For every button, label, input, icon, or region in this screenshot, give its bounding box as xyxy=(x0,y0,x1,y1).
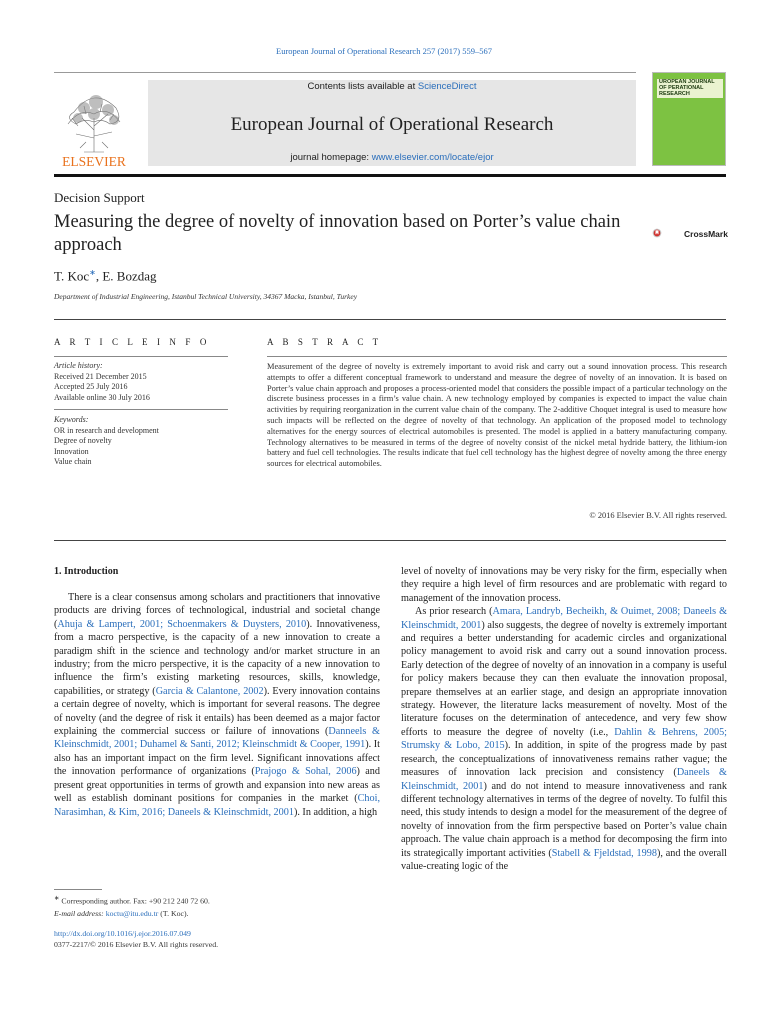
citation-link[interactable]: Stabell & Fjeldstad, 1998 xyxy=(551,847,657,859)
sciencedirect-link[interactable]: ScienceDirect xyxy=(417,81,477,92)
citation-link[interactable]: Ahuja & Lampert, 2001; Schoenmakers & Duysters, 2010 xyxy=(57,618,307,630)
citation-link[interactable]: Garcia & Calantone, 2002 xyxy=(155,685,264,697)
history-accepted: Accepted 25 July 2016 xyxy=(54,382,128,392)
intro-paragraph-1 xyxy=(54,591,380,819)
keyword-item: Innovation xyxy=(54,446,89,456)
paragraph-text: ). It also has an important impact on the firm level. Significant innovations affect the innovation performance of organizations ( xyxy=(54,739,380,778)
article-info-top-rule xyxy=(54,319,726,320)
elsevier-logo xyxy=(54,78,134,168)
footnote-marker: ∗ xyxy=(54,895,60,902)
journal-citation[interactable]: European Journal of Operational Research 257 (2017) 559–567 xyxy=(276,46,492,56)
cover-title: UROPEAN JOURNAL OF PERATIONAL RESEARCH xyxy=(657,79,723,98)
citation-link[interactable]: Daneels & Kleinschmidt, 2001 xyxy=(401,767,727,792)
intro-paragraph-2 xyxy=(401,605,727,873)
abstract-heading: A B S T R A C T xyxy=(267,337,382,347)
footnote xyxy=(54,893,380,920)
citation-link[interactable]: Prajogo & Sohal, 2006 xyxy=(254,766,357,778)
homepage-link[interactable]: www.elsevier.com/locate/ejor xyxy=(371,152,494,163)
author-koc[interactable]: T. Koc xyxy=(54,268,90,284)
paragraph-text: ) and do not intend to measure innovativeness and rank different technology alternatives in terms of the degree of novelty. To fulfil this need, this study intends to design a model for the measurement of the degree of novelty of innovation from the firm perspective based on Porter’s value chain approach. The value chain approach is a method for decomposing the firm into its strategically important activities ( xyxy=(401,780,727,859)
contents-prefix: Contents lists available at xyxy=(307,81,418,92)
abstract-divider xyxy=(267,356,727,357)
email-suffix: (T. Koc). xyxy=(158,908,189,918)
article-info-divider xyxy=(54,356,228,357)
corresponding-author-marker[interactable]: ∗ xyxy=(89,268,96,277)
intro-left-column xyxy=(54,591,380,819)
paragraph-text: ). In addition, a high xyxy=(293,806,378,818)
history-online: Available online 30 July 2016 xyxy=(54,392,150,402)
author-bozdag[interactable]: , E. Bozdag xyxy=(95,268,157,284)
journal-cover-thumbnail[interactable] xyxy=(652,72,726,166)
abstract-text: Measurement of the degree of novelty is extremely important to avoid risk and carry out a sound innovation process. This research attempts to offer a different conceptual framework to understand and measure the degree of novelty of an innovation. It is based on Porter’s value chain approach and proposes a process-oriented model that considers the possible impact of a particular technology on the discrete business processes in a firm’s value chain. A new technology employed by companies is expected to impact the value chain activities by requiring reorganization in the current value chain of the company. The 2-additive Choquet integral is used to measure how such impacts will be reflected on the degree of novelty of that technology. An application of the proposed model to technology alternatives for the energy sources of electrical automobiles is presented. The model is applied in a battery manufacturing company. Technology alternatives to be measured in terms of the degree of novelty consist of the nickel metal hydride battery, the lithium-ion battery and fuel cell technologies. The results indicate that fuel cell technology has the highest degree of novelty among the three energy sources for electrical automobiles. xyxy=(267,362,727,469)
introduction-heading: 1. Introduction xyxy=(54,566,119,577)
paragraph-text: As prior research ( xyxy=(415,606,493,618)
homepage-line xyxy=(148,152,636,163)
author-email-link[interactable]: koctu@itu.edu.tr xyxy=(105,908,159,918)
intro-paragraph-1-continued: level of novelty of innovations may be very risky for the firm, especially when they require a high level of firm resources and are problematic with regard to management of the innovation process. xyxy=(401,566,727,604)
homepage-prefix: journal homepage: xyxy=(290,152,372,163)
abstract-copyright: © 2016 Elsevier B.V. All rights reserved. xyxy=(589,511,727,520)
history-keywords-divider xyxy=(54,409,228,410)
paragraph-text: ). In addition, in spite of the progress made by past research, the conceptualizations of innovativeness remains rather vague; the measures of innovation lack precision and consistency ( xyxy=(401,740,727,779)
intro-right-column xyxy=(401,565,727,873)
doi-link[interactable]: http://dx.doi.org/10.1016/j.ejor.2016.07.049 xyxy=(54,929,191,938)
affiliation: Department of Industrial Engineering, Istanbul Technical University, 34367 Macka, Istanbul, Turkey xyxy=(54,292,358,301)
keyword-item: Degree of novelty xyxy=(54,436,112,446)
paragraph-text: ). Innovativeness, from a macro perspective, is the capacity of a new innovation to create a paradigm shift in the science and technology and/or market structure in an industry; from the micro perspective, it is the capacity of a new innovation to influence the firm’s existing marketing resources, skills, knowledge, capabilities, or strategy ( xyxy=(54,618,380,697)
paper-title: Measuring the degree of novelty of innovation based on Porter’s value chain approach xyxy=(54,212,621,255)
footnote-corresponding: Corresponding author. Fax: +90 212 240 72 60. xyxy=(59,896,210,906)
journal-title: European Journal of Operational Research xyxy=(230,114,554,135)
article-history xyxy=(54,361,229,403)
paragraph-text: ) and present great opportunities in terms of growth and expansion into new areas as well as establish dominant positions for companies in the market ( xyxy=(54,766,380,805)
paragraph-text: ), and the overall value-creating logic of the xyxy=(401,847,727,872)
abstract-bottom-rule xyxy=(54,540,726,541)
crossmark-icon[interactable] xyxy=(652,218,682,248)
keyword-item: OR in research and development xyxy=(54,425,159,435)
keywords xyxy=(54,415,229,468)
paragraph-text: ) also suggests, the degree of novelty is extremely important and requires a better understanding for academic circles and organizational policy management to avoid risk and carry out a sound innovation process. Early detection of the degree of novelty of an innovation in a company is useful for policy makers because they can then evaluate the innovation proposal, prepare themselves at an earlier stage, and design an appropriate innovation strategy. However, the literature lacks measurement of novelty. Most of the literature focuses on the determination of antecedence, and very few show efforts to measure the degree of novelty (i.e., xyxy=(401,619,727,738)
keywords-label: Keywords: xyxy=(54,415,89,424)
journal-header xyxy=(54,72,726,170)
publisher-name: ELSEVIER xyxy=(62,154,126,168)
section-label: Decision Support xyxy=(54,190,145,205)
footnote-rule xyxy=(54,889,102,890)
email-label: E-mail address: xyxy=(54,908,106,918)
paragraph-text: ). Every innovation contains a certain degree of novelty, which is important for several reasons. The degree of novelty (and the degree of risk it entails) has been deemed as a major factor explaining the commercial success or failure of innovations ( xyxy=(54,685,380,738)
article-info-heading: A R T I C L E I N F O xyxy=(54,337,210,347)
header-bottom-rule xyxy=(54,174,726,177)
contents-line xyxy=(148,81,636,92)
citation-link[interactable]: Choi, Narasimhan, & Kim, 2016; Daneels & Kleinschmidt, 2001 xyxy=(54,793,380,818)
paragraph-text: There is a clear consensus among scholars and practitioners that innovative products are driving forces of technological, industrial and societal change ( xyxy=(54,592,380,630)
citation-link[interactable]: Dahlin & Behrens, 2005; Strumsky & Lobo, 2015 xyxy=(401,726,727,752)
issn-copyright: 0377-2217/© 2016 Elsevier B.V. All rights reserved. xyxy=(54,940,219,949)
history-label: Article history: xyxy=(54,361,103,370)
doi-block xyxy=(54,928,380,950)
header-top-rule xyxy=(54,72,636,73)
citation-link[interactable]: Danneels & Kleinschmidt, 2001; Duhamel & Santi, 2012; Kleinschmidt & Cooper, 1991 xyxy=(54,726,380,751)
keyword-item: Value chain xyxy=(54,457,92,467)
citation-link[interactable]: Amara, Landryb, Becheikh, & Ouimet, 2008; Daneels & Kleinschmidt, 2001 xyxy=(401,606,728,631)
history-received: Received 21 December 2015 xyxy=(54,371,147,381)
crossmark-label[interactable]: CrossMark xyxy=(684,229,728,239)
authors xyxy=(54,268,157,284)
